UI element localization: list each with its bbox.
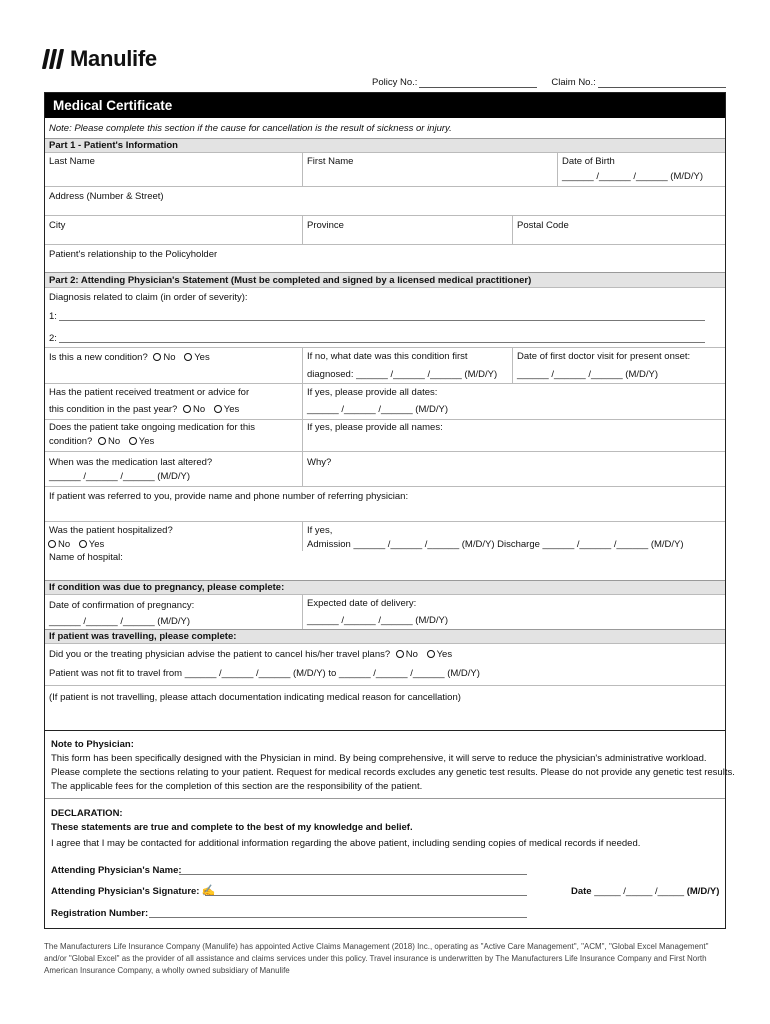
declaration-agreement: I agree that I may be contacted for additional information regarding the above patient, including sending copies of medical records if needed. bbox=[51, 838, 641, 849]
claim-number-field[interactable] bbox=[551, 77, 725, 88]
not-travelling-row bbox=[45, 685, 725, 709]
yes-label: Yes bbox=[88, 539, 105, 550]
medication-question bbox=[49, 436, 154, 447]
advise-question bbox=[49, 649, 452, 660]
confirmation-label: Date of confirmation of pregnancy: bbox=[49, 600, 195, 611]
claim-label: Claim No.: bbox=[551, 77, 596, 88]
medication-label-2: condition? bbox=[49, 436, 93, 447]
part2-heading: Part 2: Attending Physician's Statement (Must be completed and signed by a licensed medical practitioner) bbox=[49, 275, 532, 286]
no-label: No bbox=[192, 404, 206, 415]
delivery-date-field[interactable] bbox=[302, 595, 725, 629]
date-format: (M/D/Y) bbox=[686, 886, 720, 897]
city-label: City bbox=[49, 220, 66, 231]
advise-label: Did you or the treating physician advise the patient to cancel his/her travel plans? bbox=[49, 649, 391, 660]
note-row bbox=[45, 118, 725, 138]
hospitalized-options bbox=[45, 539, 104, 550]
relationship-row bbox=[45, 244, 725, 272]
med-altered-date: ______ /______ /______ (M/D/Y) bbox=[49, 471, 191, 482]
no-label: No bbox=[405, 649, 418, 660]
relationship-label: Patient's relationship to the Policyholder bbox=[49, 249, 218, 260]
part2-heading-row bbox=[45, 272, 725, 287]
diagnosis-2-field[interactable] bbox=[59, 342, 705, 343]
admission-discharge-dates: Admission ______ /______ /______ (M/D/Y) Discharge ______ /______ /______ (M/D/Y) bbox=[307, 539, 684, 550]
footer-line-2: and/or "Global Excel" as the provider of all assistance and claims services under this policy. Travel insurance is underwritten by The Manufacturers Life Insurance Company and First North bbox=[44, 954, 707, 963]
medication-names-field[interactable] bbox=[302, 420, 725, 451]
physician-name-field[interactable] bbox=[179, 874, 527, 875]
signature-pen-icon: ✍ bbox=[201, 885, 216, 897]
part1-heading: Part 1 - Patient's Information bbox=[49, 140, 178, 151]
address-row bbox=[45, 186, 725, 215]
travelling-heading: If patient was travelling, please complete: bbox=[49, 631, 237, 642]
yes-label: Yes bbox=[194, 352, 210, 363]
physician-name-label: Attending Physician's Name: bbox=[51, 865, 182, 876]
first-visit-date: ______ /______ /______ (M/D/Y) bbox=[517, 369, 659, 380]
dob-label: Date of Birth bbox=[562, 156, 615, 167]
confirmation-date-field[interactable] bbox=[45, 595, 302, 629]
part1-heading-row bbox=[45, 138, 725, 152]
pregnancy-row bbox=[45, 594, 725, 629]
footer-line-3: American Insurance Company, a wholly owned subsidiary of Manulife bbox=[44, 966, 290, 975]
no-label: No bbox=[107, 436, 121, 447]
no-label: No bbox=[58, 539, 71, 550]
manulife-logo bbox=[44, 46, 157, 72]
province-label: Province bbox=[307, 220, 344, 231]
hospital-name-row bbox=[45, 551, 725, 580]
address-field[interactable] bbox=[45, 187, 725, 215]
yes-label: Yes bbox=[436, 649, 453, 660]
why-field[interactable] bbox=[302, 452, 725, 486]
note-to-physician-box bbox=[44, 730, 735, 929]
physician-signature-label-group bbox=[51, 886, 215, 897]
name-row bbox=[45, 152, 725, 186]
hospitalized-no-radio[interactable] bbox=[48, 540, 56, 548]
new-condition-question bbox=[49, 352, 210, 363]
diagnosed-date-field[interactable] bbox=[302, 348, 512, 383]
dob-format: ______ /______ /______ (M/D/Y) bbox=[562, 171, 704, 182]
registration-number-field[interactable] bbox=[149, 917, 527, 918]
city-row bbox=[45, 215, 725, 244]
treatment-label-2: this condition in the past year? bbox=[49, 404, 178, 415]
province-field[interactable] bbox=[302, 216, 512, 244]
treatment-dates-field[interactable] bbox=[302, 384, 725, 419]
new-condition-yes-radio[interactable] bbox=[184, 353, 192, 361]
note-line-3: The applicable fees for the completion of this section are the responsibility of the patient. bbox=[51, 781, 423, 792]
pregnancy-heading-row bbox=[45, 580, 725, 594]
referred-label: If patient was referred to you, provide name and phone number of referring physician: bbox=[49, 491, 409, 502]
policy-number-field[interactable] bbox=[372, 77, 537, 88]
diagnosis-1-field[interactable] bbox=[59, 320, 705, 321]
medication-row bbox=[45, 419, 725, 451]
treatment-question bbox=[49, 404, 239, 415]
med-altered-label: When was the medication last altered? bbox=[49, 457, 213, 468]
advise-yes-radio[interactable] bbox=[427, 650, 435, 658]
postal-code-field[interactable] bbox=[512, 216, 725, 244]
new-condition-no-radio[interactable] bbox=[153, 353, 161, 361]
referred-field[interactable] bbox=[45, 487, 725, 521]
med-altered-field[interactable] bbox=[45, 452, 302, 486]
confirmation-date: ______ /______ /______ (M/D/Y) bbox=[49, 616, 191, 627]
medication-yes-radio[interactable] bbox=[129, 437, 137, 445]
city-field[interactable] bbox=[45, 216, 302, 244]
dob-field[interactable] bbox=[557, 153, 725, 186]
first-visit-label: Date of first doctor visit for present onset: bbox=[517, 351, 691, 362]
first-name-label: First Name bbox=[307, 156, 354, 167]
referred-row bbox=[45, 486, 725, 521]
treatment-dates-value: ______ /______ /______ (M/D/Y) bbox=[307, 404, 449, 415]
postal-code-label: Postal Code bbox=[517, 220, 569, 231]
signature-date-group[interactable] bbox=[571, 886, 719, 897]
treatment-row bbox=[45, 383, 725, 419]
treatment-yes-radio[interactable] bbox=[214, 405, 222, 413]
date-blanks: _____ /_____ /_____ bbox=[594, 886, 685, 897]
travelling-heading-row bbox=[45, 629, 725, 643]
physician-signature-label: Attending Physician's Signature: bbox=[51, 886, 200, 897]
pregnancy-heading: If condition was due to pregnancy, please complete: bbox=[49, 582, 285, 593]
hospitalized-label: Was the patient hospitalized? bbox=[49, 525, 173, 536]
diagnosis-row bbox=[45, 287, 725, 347]
diagnosis-2-label: 2: bbox=[49, 333, 57, 344]
treatment-cell bbox=[45, 384, 302, 419]
not-fit-dates[interactable]: Patient was not fit to travel from ______ /______ /______ (M/D/Y) to ______ /______ /______ (M/D/Y) bbox=[49, 668, 480, 679]
new-condition-row bbox=[45, 347, 725, 383]
date-label: Date bbox=[571, 886, 592, 897]
declaration-statement: These statements are true and complete to the best of my knowledge and belief. bbox=[51, 822, 413, 833]
registration-number-label: Registration Number: bbox=[51, 908, 149, 919]
form-note: Note: Please complete this section if the cause for cancellation is the result of sickness or injury. bbox=[49, 123, 452, 134]
new-condition-cell bbox=[45, 348, 302, 383]
if-yes-label: If yes, bbox=[307, 525, 333, 536]
no-label: No bbox=[163, 352, 176, 363]
delivery-label: Expected date of delivery: bbox=[307, 598, 417, 609]
declaration-heading: DECLARATION: bbox=[51, 808, 123, 819]
delivery-date: ______ /______ /______ (M/D/Y) bbox=[307, 615, 449, 626]
med-altered-row bbox=[45, 451, 725, 486]
note-line-1: This form has been specifically designed with the Physician in mind. By being comprehensive, it will serve to reduce the physician's administrative workload. bbox=[51, 753, 707, 764]
manulife-logo-mark bbox=[44, 49, 62, 69]
address-label: Address (Number & Street) bbox=[49, 191, 164, 202]
medication-cell bbox=[45, 420, 302, 451]
medication-no-radio[interactable] bbox=[98, 437, 106, 445]
hospital-name-field[interactable] bbox=[45, 551, 725, 580]
diagnosis-label: Diagnosis related to claim (in order of severity): bbox=[49, 292, 248, 303]
yes-label: Yes bbox=[138, 436, 155, 447]
if-no-date-label: If no, what date was this condition first bbox=[307, 351, 468, 362]
footer-disclaimer bbox=[44, 941, 726, 977]
treatment-label: Has the patient received treatment or advice for bbox=[49, 387, 250, 398]
note-heading: Note to Physician: bbox=[51, 739, 134, 750]
treatment-dates-label: If yes, please provide all dates: bbox=[307, 387, 438, 398]
treatment-no-radio[interactable] bbox=[183, 405, 191, 413]
hospitalized-yes-radio[interactable] bbox=[79, 540, 87, 548]
new-condition-label: Is this a new condition? bbox=[49, 352, 148, 363]
relationship-field[interactable] bbox=[45, 245, 725, 272]
last-name-label: Last Name bbox=[49, 156, 95, 167]
hospitalized-cell bbox=[45, 522, 302, 551]
last-name-field[interactable] bbox=[45, 153, 302, 186]
admission-field[interactable] bbox=[302, 522, 725, 551]
not-travelling-note: (If patient is not travelling, please attach documentation indicating medical reason for cancellation) bbox=[49, 692, 461, 703]
medication-label: Does the patient take ongoing medication for this bbox=[49, 422, 255, 433]
hospital-name-label: Name of hospital: bbox=[49, 552, 123, 563]
footer-line-1: The Manufacturers Life Insurance Company (Manulife) has appointed Active Claims Management (2018) Inc., operating as "Active Care Management", "ACM", "Global Excel Management" bbox=[44, 942, 709, 951]
hospitalized-row bbox=[45, 521, 725, 551]
diagnosed-date: diagnosed: ______ /______ /______ (M/D/Y) bbox=[307, 369, 498, 380]
note-line-2: Please complete the sections relating to your patient. Request for medical records excludes any genetic test results. Please do not provide any genetic test results. bbox=[51, 767, 735, 778]
reference-fields bbox=[372, 77, 726, 88]
brand-name: Manulife bbox=[70, 46, 157, 71]
physician-signature-field[interactable] bbox=[205, 895, 527, 896]
medication-names-label: If yes, please provide all names: bbox=[307, 422, 443, 433]
first-visit-field[interactable] bbox=[512, 348, 725, 383]
form-title: Medical Certificate bbox=[45, 93, 725, 118]
first-name-field[interactable] bbox=[302, 153, 557, 186]
diagnosis-1-label: 1: bbox=[49, 311, 57, 322]
yes-label: Yes bbox=[223, 404, 240, 415]
travel-row bbox=[45, 643, 725, 685]
policy-label: Policy No.: bbox=[372, 77, 418, 88]
advise-no-radio[interactable] bbox=[396, 650, 404, 658]
why-label: Why? bbox=[307, 457, 332, 468]
